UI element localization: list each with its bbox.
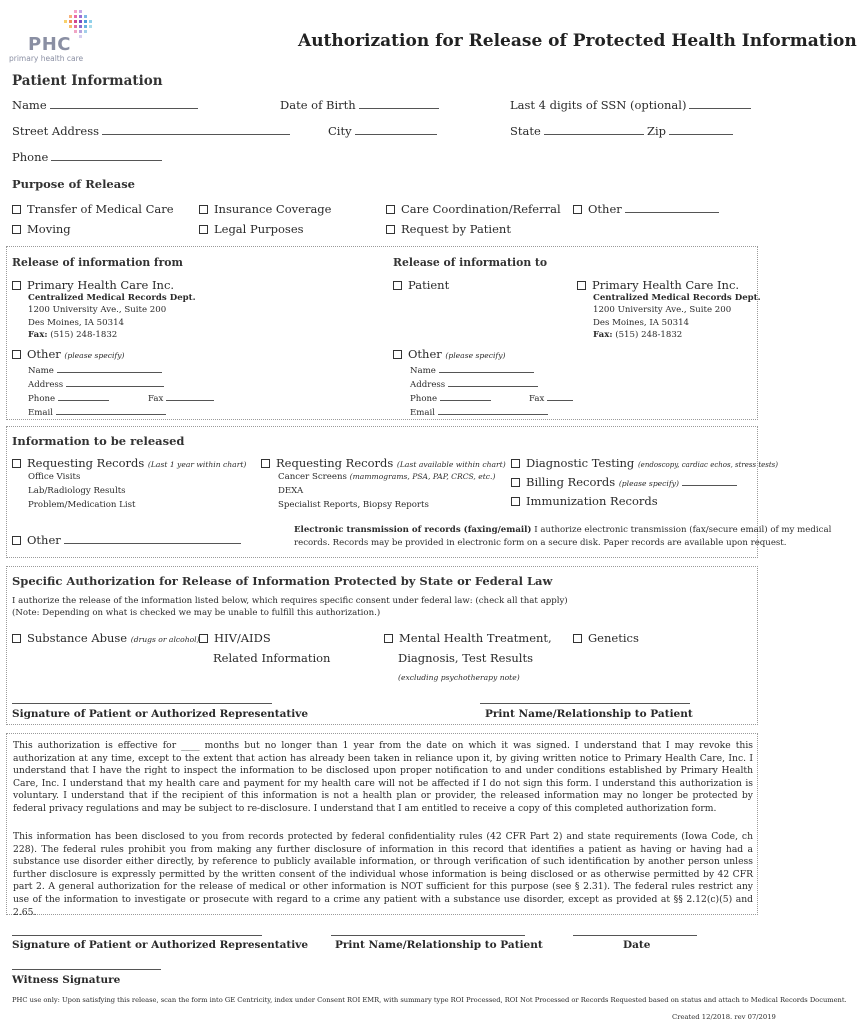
checkbox[interactable]	[384, 634, 393, 643]
specific-print-name-label: Print Name/Relationship to Patient	[485, 708, 693, 720]
checkbox[interactable]	[393, 281, 402, 290]
release-to-dept: Centralized Medical Records Dept.	[593, 293, 761, 303]
checkbox[interactable]	[511, 459, 520, 468]
specific-print-name-line[interactable]	[480, 703, 690, 704]
release-from-phc-option[interactable]: Primary Health Care Inc.	[12, 278, 174, 292]
info-heading: Information to be released	[12, 434, 185, 448]
release-from-fax-field[interactable]: Fax	[148, 392, 214, 404]
city-field[interactable]: City	[328, 124, 437, 138]
release-to-phc-option[interactable]: Primary Health Care Inc.	[577, 278, 739, 292]
ssn-field[interactable]: Last 4 digits of SSN (optional)	[510, 98, 751, 112]
purpose-option-request[interactable]: Request by Patient	[386, 222, 511, 236]
checkbox[interactable]	[573, 205, 582, 214]
release-from-fax: Fax: (515) 248-1832	[28, 330, 118, 340]
release-from-phone-field[interactable]: Phone	[28, 392, 109, 404]
info-req2-item: Specialist Reports, Biopsy Reports	[278, 500, 429, 510]
witness-signature-label: Witness Signature	[12, 974, 121, 986]
checkbox[interactable]	[577, 281, 586, 290]
purpose-option-transfer[interactable]: Transfer of Medical Care	[12, 202, 174, 216]
footer-signature-line[interactable]	[12, 935, 262, 936]
info-req1-item: Problem/Medication List	[28, 500, 136, 510]
specific-signature-line[interactable]	[12, 703, 272, 704]
release-from-name-field[interactable]: Name	[28, 364, 162, 376]
footer-date-label: Date	[623, 939, 651, 951]
release-to-fax: Fax: (515) 248-1832	[593, 330, 683, 340]
specific-section	[6, 566, 758, 725]
info-other-option[interactable]: Other	[12, 533, 241, 547]
terms-paragraph-2: This information has been disclosed to you from records protected by federal confidentiality rules (42 CFR Part 2) and state requirements (Iowa Code, ch 228). The federal rules prohibit you from making any further disclosure of information in this record that identifies a patient as having or having had a substance use disorder either directly, by reference to publicly available information, or through verification of such identification by another person unless further disclosure is expressly permitted by the written consent of the individual whose information is being disclosed or as otherwise permitted by 42 CFR part 2. A general authorization for the release of medical or other information is NOT sufficient for this purpose (see § 2.31). The federal rules restrict any use of the information to investigate or prosecute with regard to a crime any patient with a substance use disorder, except as provided at §§ 2.12(c)(5) and 2.65.	[13, 831, 753, 918]
logo-subtext: primary health care	[9, 54, 84, 63]
release-from-address1: 1200 University Ave., Suite 200	[28, 305, 167, 315]
terms-paragraph-1: This authorization is effective for ____ months but no longer than 1 year from the date on which it was signed. I understand that I may revoke this authorization at any time, except to the extent that action has already been taken in reliance upon it, by giving written notice to Primary Health Care, Inc. I understand that I have the right to inspect the information to be disclosed upon proper notification to and under conditions established by Primary Health Care, Inc. I understand that my health care and payment for my health care will not be affected if I do not sign this form. I understand this authorization is voluntary. I understand that if the recipient of this information is not a health plan or provider, the released information may no longer be protected by federal privacy regulations and may be subject to re-disclosure. I understand that I am entitled to receive a copy of this completed authorization form.	[13, 740, 753, 814]
checkbox[interactable]	[12, 350, 21, 359]
checkbox[interactable]	[261, 459, 270, 468]
release-to-address-field[interactable]: Address	[410, 378, 538, 390]
mental-health-note: (excluding psychotherapy note)	[398, 673, 520, 682]
zip-field[interactable]: Zip	[647, 124, 733, 138]
electronic-transmission-note-2: records. Records may be provided in electronic form on a secure disk. Paper records are available upon request.	[294, 538, 787, 548]
logo-text: PHC	[28, 34, 71, 55]
hiv-option[interactable]: HIV/AIDS	[199, 631, 271, 645]
patient-info-heading: Patient Information	[12, 73, 163, 89]
release-from-address2: Des Moines, IA 50314	[28, 318, 125, 328]
checkbox[interactable]	[12, 281, 21, 290]
hiv-option-line2: Related Information	[213, 651, 331, 665]
electronic-transmission-note: Electronic transmission of records (faxing/email) I authorize electronic transmission (fax/secure email) of my medical	[294, 525, 832, 535]
checkbox[interactable]	[12, 459, 21, 468]
street-address-field[interactable]: Street Address	[12, 124, 290, 138]
info-immunization-option[interactable]: Immunization Records	[511, 494, 658, 508]
patient-name-field[interactable]: Name	[12, 98, 198, 112]
phc-use-note: PHC use only: Upon satisfying this release, scan the form into GE Centricity, index under Consent ROI EMR, with summary type ROI Processed, ROI Not Processed or Records Requested based on status and attach to Medical Records Document.	[12, 996, 847, 1004]
specific-intro: I authorize the release of the information listed below, which requires specific consent under federal law: (check all that apply)	[12, 596, 568, 606]
checkbox[interactable]	[386, 225, 395, 234]
purpose-option-care-coordination[interactable]: Care Coordination/Referral	[386, 202, 561, 216]
footer-date-line[interactable]	[573, 935, 697, 936]
release-to-name-field[interactable]: Name	[410, 364, 534, 376]
release-from-email-field[interactable]: Email	[28, 406, 166, 418]
release-to-patient-option[interactable]: Patient	[393, 278, 449, 292]
created-revision: Created 12/2018. rev 07/2019	[672, 1013, 776, 1021]
phone-field[interactable]: Phone	[12, 150, 162, 164]
checkbox[interactable]	[12, 225, 21, 234]
purpose-option-insurance[interactable]: Insurance Coverage	[199, 202, 331, 216]
checkbox[interactable]	[199, 205, 208, 214]
genetics-option[interactable]: Genetics	[573, 631, 639, 645]
release-to-heading: Release of information to	[393, 256, 548, 269]
checkbox[interactable]	[199, 634, 208, 643]
info-diagnostic-option[interactable]: Diagnostic Testing (endoscopy, cardiac echos, stress tests)	[511, 456, 778, 470]
footer-print-name-label: Print Name/Relationship to Patient	[335, 939, 543, 951]
checkbox[interactable]	[199, 225, 208, 234]
checkbox[interactable]	[393, 350, 402, 359]
release-to-fax-field[interactable]: Fax	[529, 392, 573, 404]
release-to-other-option[interactable]: Other (please specify)	[393, 347, 506, 361]
mental-health-option[interactable]: Mental Health Treatment,	[384, 631, 552, 645]
release-to-email-field[interactable]: Email	[410, 406, 548, 418]
checkbox[interactable]	[386, 205, 395, 214]
info-req2-option[interactable]: Requesting Records (Last available within chart)	[261, 456, 506, 470]
date-of-birth-field[interactable]: Date of Birth	[280, 98, 439, 112]
substance-abuse-option[interactable]: Substance Abuse (drugs or alcohol)	[12, 631, 200, 645]
checkbox[interactable]	[511, 497, 520, 506]
checkbox[interactable]	[573, 634, 582, 643]
purpose-option-other[interactable]: Other	[573, 202, 719, 216]
release-to-address2: Des Moines, IA 50314	[593, 318, 690, 328]
checkbox[interactable]	[12, 634, 21, 643]
checkbox[interactable]	[12, 536, 21, 545]
release-from-dept: Centralized Medical Records Dept.	[28, 293, 196, 303]
witness-signature-line[interactable]	[12, 969, 161, 970]
release-to-phone-field[interactable]: Phone	[410, 392, 491, 404]
purpose-option-moving[interactable]: Moving	[12, 222, 71, 236]
info-req2-item: Cancer Screens (mammograms, PSA, PAP, CRCS, etc.)	[278, 472, 496, 482]
info-req1-item: Office Visits	[28, 472, 81, 482]
release-from-heading: Release of information from	[12, 256, 183, 269]
info-req1-item: Lab/Radiology Results	[28, 486, 126, 496]
info-billing-option[interactable]: Billing Records (please specify)	[511, 475, 737, 489]
purpose-option-legal[interactable]: Legal Purposes	[199, 222, 304, 236]
footer-print-name-line[interactable]	[331, 935, 525, 936]
state-field[interactable]: State	[510, 124, 644, 138]
checkbox[interactable]	[511, 478, 520, 487]
specific-note: (Note: Depending on what is checked we may be unable to fulfill this authorization.)	[12, 608, 381, 618]
checkbox[interactable]	[12, 205, 21, 214]
specific-signature-label: Signature of Patient or Authorized Representative	[12, 708, 309, 720]
release-from-other-option[interactable]: Other (please specify)	[12, 347, 125, 361]
info-req1-option[interactable]: Requesting Records (Last 1 year within chart)	[12, 456, 246, 470]
purpose-heading: Purpose of Release	[12, 177, 135, 191]
mental-health-option-line2: Diagnosis, Test Results	[398, 651, 533, 665]
info-req2-item: DEXA	[278, 486, 304, 496]
footer-signature-label: Signature of Patient or Authorized Representative	[12, 939, 309, 951]
logo	[8, 8, 103, 64]
specific-heading: Specific Authorization for Release of Information Protected by State or Federal Law	[12, 574, 553, 588]
release-to-address1: 1200 University Ave., Suite 200	[593, 305, 732, 315]
release-from-address-field[interactable]: Address	[28, 378, 164, 390]
page-title: Authorization for Release of Protected Health Information	[298, 31, 857, 51]
